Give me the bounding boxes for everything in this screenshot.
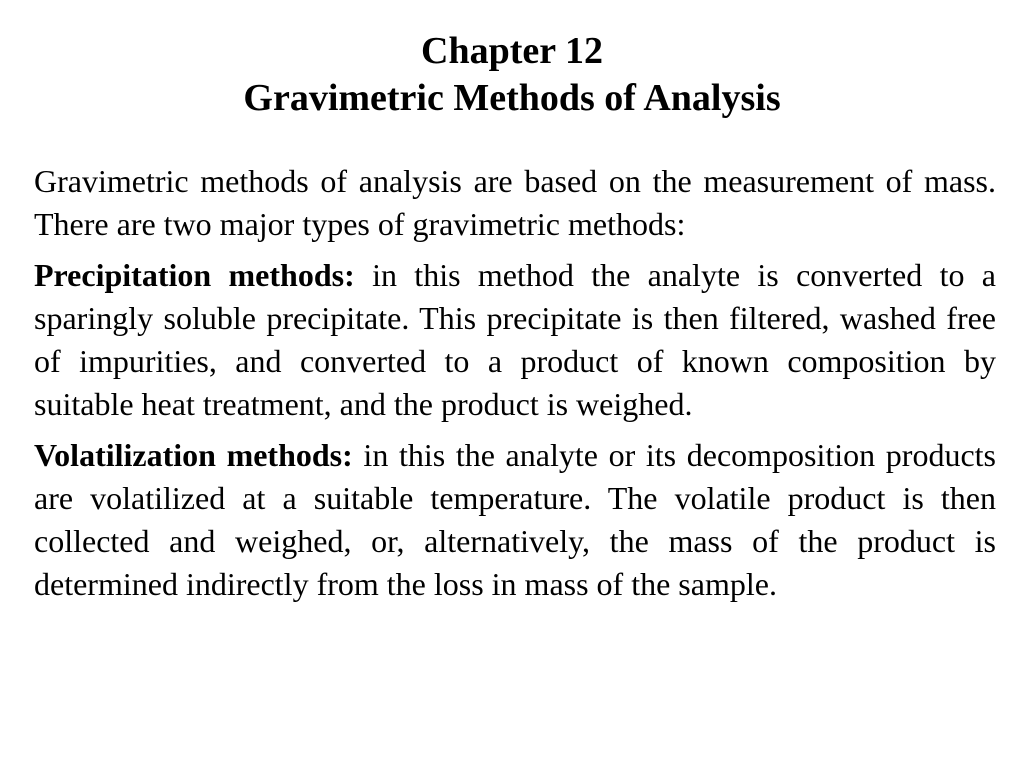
slide-body [34, 160, 996, 614]
volatilization-term: Volatilization methods: [34, 437, 353, 473]
intro-paragraph: Gravimetric methods of analysis are based on the measurement of mass. There are two major types of gravimetric methods: [34, 163, 996, 242]
precipitation-description: in this method the analyte is converted to a sparingly soluble precipitate. This precipitate is then filtered, washed free of impurities, and converted to a product of known composition by suitable heat treatment, and the product is weighed. [34, 257, 996, 422]
chapter-heading: Chapter 12 [421, 30, 603, 72]
slide-title [0, 28, 1024, 122]
volatilization-paragraph [34, 434, 996, 606]
chapter-title: Gravimetric Methods of Analysis [243, 77, 781, 119]
precipitation-term: Precipitation methods: [34, 257, 355, 293]
precipitation-paragraph [34, 254, 996, 426]
volatilization-description: in this the analyte or its decomposition products are volatilized at a suitable temperature. The volatile product is then collected and weighed, or, alternatively, the mass of the product is determined indirectly from the loss in mass of the sample. [34, 437, 997, 602]
